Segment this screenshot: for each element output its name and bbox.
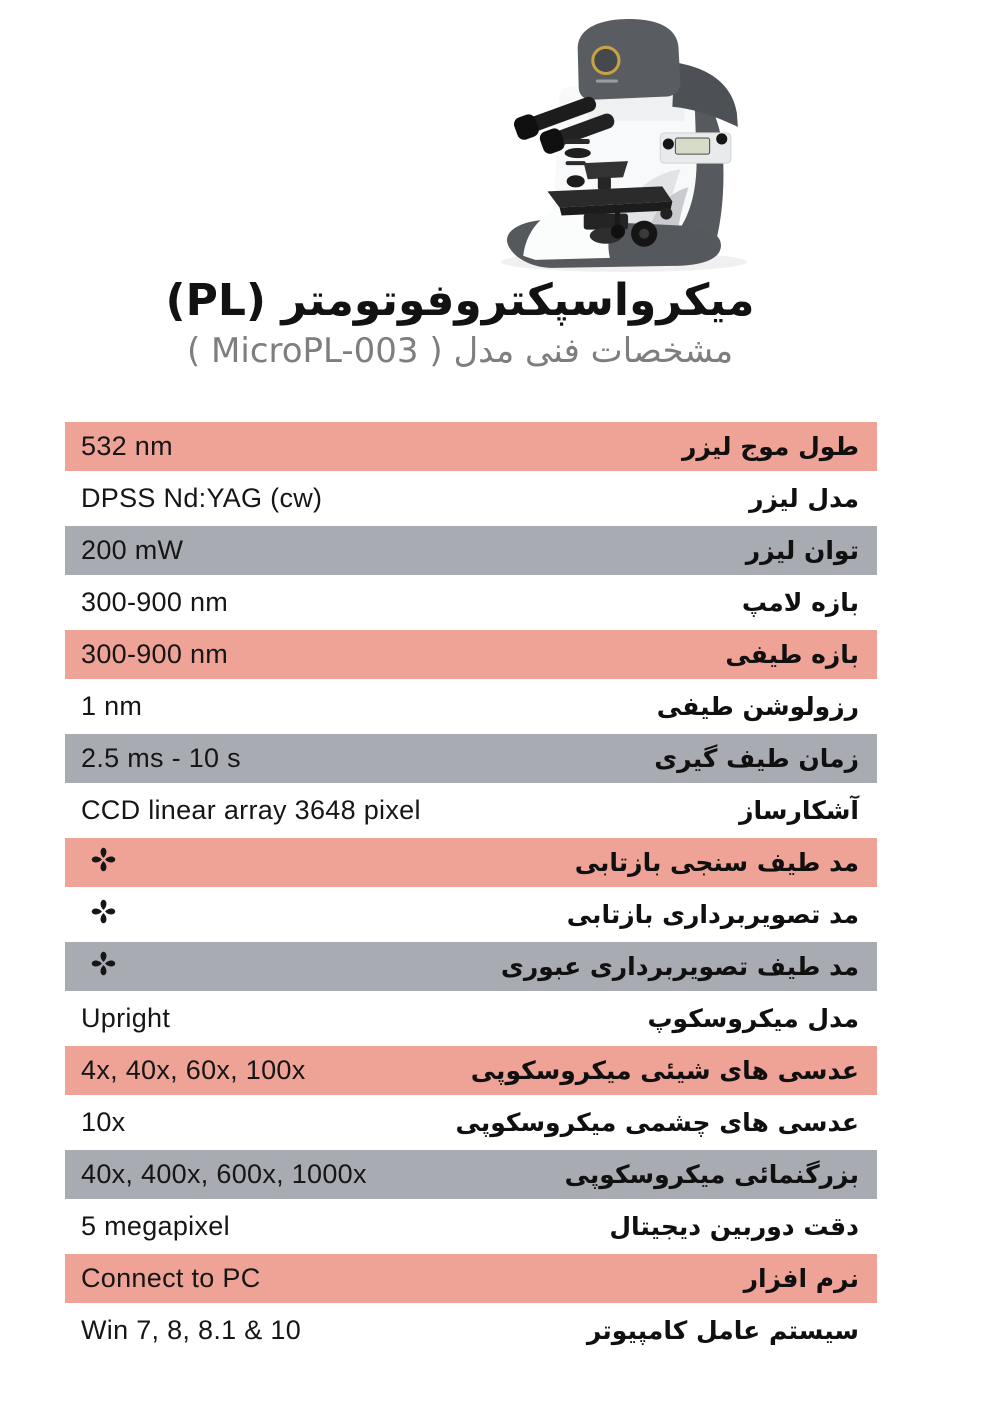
table-row: [65, 682, 877, 731]
spec-label: مدل میکروسکوپ: [647, 1004, 859, 1033]
brand-ring-logo: [593, 47, 619, 73]
table-row: [65, 474, 877, 523]
four-petal-asterisk-icon: [89, 897, 118, 926]
spec-table: [65, 422, 877, 1358]
spec-label: طول موج لیزر: [681, 432, 859, 461]
spec-label: مد تصویربرداری بازتابی: [566, 900, 859, 929]
spec-value: 1 nm: [81, 691, 143, 721]
spec-value: CCD linear array 3648 pixel: [81, 795, 421, 825]
spec-value: Upright: [81, 1003, 171, 1033]
spec-value: 300-900 nm: [81, 639, 229, 669]
spec-label: عدسی های شیئی میکروسکوپی: [470, 1056, 859, 1085]
spec-label: نرم افزار: [743, 1264, 859, 1293]
table-row: [65, 890, 877, 939]
table-row: [65, 786, 877, 835]
table-row: [65, 994, 877, 1043]
table-row: [65, 1046, 877, 1095]
spec-label: دقت دوربین دیجیتال: [609, 1212, 859, 1241]
spec-value: DPSS Nd:YAG (cw): [81, 483, 323, 513]
four-petal-asterisk-icon: [89, 949, 118, 978]
spec-value: 40x, 400x, 600x, 1000x: [81, 1159, 367, 1189]
table-row: [65, 630, 877, 679]
spec-value: [81, 845, 118, 881]
table-row: [65, 578, 877, 627]
table-row: [65, 1254, 877, 1303]
spec-value: 5 megapixel: [81, 1211, 230, 1241]
spec-label: مد طیف تصویربرداری عبوری: [500, 952, 859, 981]
spec-value: 300-900 nm: [81, 587, 229, 617]
table-row: [65, 1150, 877, 1199]
spec-label: آشکارساز: [739, 796, 859, 825]
page-title: میکرواسپکتروفوتومتر (PL): [165, 275, 755, 326]
spec-value: 10x: [81, 1107, 126, 1137]
table-row: [65, 942, 877, 991]
spec-value: 2.5 ms - 10 s: [81, 743, 241, 773]
table-row: [65, 1202, 877, 1251]
table-row: [65, 1306, 877, 1355]
spec-value: 4x, 40x, 60x, 100x: [81, 1055, 306, 1085]
table-row: [65, 526, 877, 575]
spec-label: بزرگنمائی میکروسکوپی: [564, 1160, 859, 1189]
spec-label: بازه طیفی: [725, 640, 859, 669]
spec-value: Connect to PC: [81, 1263, 261, 1293]
table-row: [65, 734, 877, 783]
spec-label: مد طیف سنجی بازتابی: [574, 848, 859, 877]
spec-value: [81, 949, 118, 985]
spec-label: توان لیزر: [745, 536, 859, 565]
spec-label: سیستم عامل کامپیوتر: [586, 1316, 859, 1345]
microscope-product-image: [462, 6, 780, 278]
spec-label: بازه لامپ: [741, 588, 859, 617]
table-row: [65, 422, 877, 471]
spec-label: رزولوشن طیفی: [656, 692, 859, 721]
header: [50, 276, 870, 371]
spec-value: 532 nm: [81, 431, 173, 461]
spec-value: 200 mW: [81, 535, 184, 565]
spec-label: عدسی های چشمی میکروسکوپی: [455, 1108, 859, 1137]
four-petal-asterisk-icon: [89, 845, 118, 874]
table-row: [65, 838, 877, 887]
spec-value: [81, 897, 118, 933]
spec-value: Win 7, 8, 8.1 & 10: [81, 1315, 302, 1345]
page-subtitle: مشخصات فنی مدل ( MicroPL-003 ): [186, 330, 734, 371]
spec-label: زمان طیف گیری: [654, 744, 859, 773]
table-row: [65, 1098, 877, 1147]
spec-label: مدل لیزر: [749, 484, 859, 513]
